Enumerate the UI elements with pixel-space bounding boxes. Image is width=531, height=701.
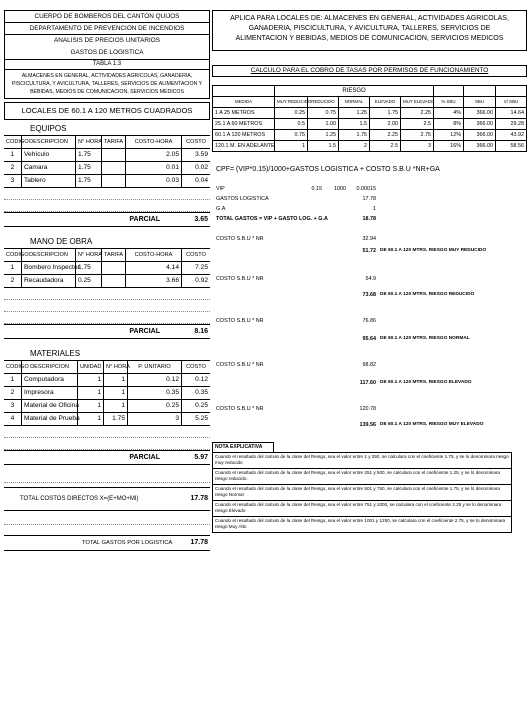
cell-descripcion: Recaudadora (22, 275, 76, 287)
cell-unitario: 0.12 (128, 374, 182, 386)
col-tarifa: TARIFA (102, 249, 126, 261)
right-panel (212, 10, 527, 533)
col-costo: COSTO (186, 139, 206, 145)
cell-muy-reducido: 0.5 (275, 119, 308, 129)
table-label: TABLA 1.3 (4, 59, 210, 70)
cost-block (216, 360, 527, 404)
cell-costo-hora: 0.03 (126, 175, 182, 187)
ga-label: G.A (216, 206, 226, 212)
cell-pct-sbu: 16% (434, 141, 464, 151)
total-directos-label: TOTAL COSTOS DIRECTOS X=(E+MO+MI) (20, 496, 139, 502)
cost-desc: DE 60.1 A 120 MTRS. RIESGO MUY ELEVADO (380, 422, 484, 427)
logistics-title: GASTOS DE LOGISTICA (4, 46, 210, 59)
col-costo-hora: COSTO-HORA (126, 136, 182, 148)
cost-label: COSTO S.B.U * NR (216, 236, 264, 242)
col-codigo: CODIGO (4, 249, 22, 261)
cell-sbu: 366.00 (464, 130, 496, 140)
cell-muy-elevado: 2.5 (401, 119, 434, 129)
total-directos (4, 487, 210, 511)
cost-total: 51.72 (362, 248, 376, 254)
cell-hora: 1.75 (104, 413, 128, 425)
nota-item: Cuando el resultado del calculo de la clase del Riesgo, sea el valor entre 501 y 750, se calculara con el coeficiente 1.75, y se lo denominara riesgo Normal (212, 484, 512, 500)
cell-costo-hora: 0.01 (126, 162, 182, 174)
cell-hora: 1.75 (76, 149, 102, 161)
cell-reducido: 1.25 (308, 130, 339, 140)
cell-unitario: 3 (128, 413, 182, 425)
cell-unitario: 0.25 (128, 400, 182, 412)
table-row (4, 149, 210, 162)
col-codigo: CODIGO (4, 361, 22, 373)
cell-reducido: 0.75 (308, 108, 339, 118)
equipos-table (4, 135, 210, 212)
col-descripcion: DESCRIPCION (22, 361, 78, 373)
col-sbu: SBU (464, 97, 496, 107)
cell-pct-sbu: 12% (434, 130, 464, 140)
cell-descripcion: Computadora (22, 374, 78, 386)
cell-muy-elevado: 2.75 (401, 130, 434, 140)
cell-normal: 2 (339, 141, 370, 151)
table-row (213, 141, 526, 151)
cell-descripcion: Material de Oficina (22, 400, 78, 412)
parcial-label: PARCIAL (129, 454, 160, 461)
gastos-label: GASTOS LOGISTICA (216, 196, 269, 202)
cell-muy-elevado: 2.25 (401, 108, 434, 118)
cell-medida: 25.1 A 60 METROS (213, 119, 275, 129)
cell-reducido: 1.5 (308, 141, 339, 151)
vip-a: 0.15 (311, 186, 322, 192)
cell-descripcion: Material de Prueba (22, 413, 78, 425)
cell-sbu: 366.00 (464, 141, 496, 151)
cell-unidad: 1 (78, 400, 104, 412)
parcial-value: 3.65 (194, 216, 208, 223)
col-descripcion: DESCRIPCION (22, 249, 76, 261)
aplica-text: APLICA PARA LOCALES DE: ALMACENES EN GENERAL, ACTIVIDADES AGRICOLAS, GANADERIA, PISCICULTURA, Y AVICULTURA, TALLERES, SERVICIOS DE ALIMENTACION Y BEBIDAS, MEDIOS DE COMUNICACION, SERVICIOS MEDICOS (212, 10, 527, 51)
materiales-title: MATERIALES (30, 349, 81, 358)
department-title: DEPARTAMENTO DE PREVENCION DE INCENDIOS (4, 22, 210, 34)
col-muy-elevado: MUY ELEVADO (401, 97, 434, 107)
cost-value: 54.9 (365, 276, 376, 282)
mano-header-row (4, 249, 210, 262)
cost-value: 76.86 (362, 318, 376, 324)
cell-codigo: 4 (4, 413, 22, 425)
analysis-title: ANALISIS DE PRECIOS UNITARIOS (4, 34, 210, 46)
total-logistica-value: 17.78 (190, 539, 208, 546)
riesgo-header-row (213, 97, 526, 108)
table-row (4, 175, 210, 188)
cell-medida: 120.1 M. EN ADELANTE (215, 143, 275, 149)
cell-costo-hora: 2.05 (126, 149, 182, 161)
cell-tarifa (102, 149, 126, 161)
table-row (213, 130, 526, 141)
gastos-value: 17.78 (362, 196, 376, 202)
cell-hora: 0.25 (76, 275, 102, 287)
cell-reducido: 1.00 (308, 119, 339, 129)
calculo-title: CALCULO PARA EL COBRO DE TASAS POR PERMISOS DE FUNCIONAMIENTO (212, 65, 527, 77)
cell-hora: 1 (104, 374, 128, 386)
col-v-sbu: V/ SBU (503, 99, 519, 104)
cell-costo: 7.25 (195, 264, 208, 271)
col-costo: COSTO (186, 252, 206, 258)
col-costo-hora: COSTO-HORA (126, 249, 182, 261)
cell-hora: 1 (104, 400, 128, 412)
cell-descripcion: Impresora (22, 387, 78, 399)
col-reducido: REDUCIDO (308, 97, 339, 107)
col-costo: COSTO (186, 364, 206, 370)
cell-normal: 1.5 (339, 119, 370, 129)
col-tarifa: TARIFA (102, 136, 126, 148)
cost-total: 117.60 (359, 380, 376, 386)
parcial-label: PARCIAL (129, 216, 160, 223)
materiales-parcial (4, 450, 210, 465)
cost-desc: DE 60.1 A 120 MTRS. RIESGO NORMAL (380, 336, 470, 341)
cell-elevado: 2.25 (370, 130, 401, 140)
col-pct-sbu: % SBU (434, 97, 464, 107)
cell-codigo: 2 (4, 275, 22, 287)
vip-b: 1000 (334, 186, 346, 192)
cell-elevado: 2.5 (370, 141, 401, 151)
cell-costo: 0.04 (195, 177, 208, 184)
cell-normal: 1.75 (339, 130, 370, 140)
cell-descripcion: Camara (22, 162, 76, 174)
cell-unidad: 1 (78, 387, 104, 399)
cell-v-sbu: 58.56 (510, 143, 524, 149)
cell-muy-reducido: 0.75 (275, 130, 308, 140)
cell-codigo: 3 (4, 175, 22, 187)
table-row (4, 162, 210, 175)
table-row (4, 387, 210, 400)
col-elevado: ELEVADO (370, 97, 401, 107)
cell-v-sbu: 14.64 (510, 110, 524, 116)
cell-elevado: 2.00 (370, 119, 401, 129)
parcial-value: 5.97 (194, 454, 208, 461)
col-muy-reducido: MUY REDUCIDO (275, 97, 308, 107)
mano-obra-title: MANO DE OBRA (30, 237, 93, 246)
cost-block (216, 274, 527, 316)
cell-elevado: 1.75 (370, 108, 401, 118)
cell-tarifa (102, 275, 126, 287)
cell-hora: 1.75 (76, 175, 102, 187)
col-hora: N° HORA (76, 136, 102, 148)
cell-codigo: 2 (4, 162, 22, 174)
cost-block (216, 234, 527, 274)
equipos-title: EQUIPOS (30, 124, 67, 133)
cell-codigo: 2 (4, 387, 22, 399)
mano-obra-parcial (4, 324, 210, 339)
cell-costo: 5.25 (195, 415, 208, 422)
cost-total: 95.64 (362, 336, 376, 342)
col-codigo: CODIGO (4, 136, 22, 148)
table-row (4, 400, 210, 413)
col-unitario: P. UNITARIO (128, 361, 182, 373)
table-row (4, 262, 210, 275)
table-row (213, 108, 526, 119)
cell-tarifa (102, 262, 126, 274)
cell-hora: 1 (104, 387, 128, 399)
nota-explicativa (212, 442, 512, 533)
cell-v-sbu: 29.28 (510, 121, 524, 127)
col-hora: N° HORA (104, 361, 128, 373)
cost-value: 98.82 (362, 362, 376, 368)
total-logistica-label: TOTAL GASTOS POR LOGISTICA (82, 540, 173, 546)
table-row (4, 374, 210, 387)
org-title: CUERPO DE BOMBEROS DEL CANTON QUIJOS (4, 10, 210, 22)
cell-codigo: 3 (4, 400, 22, 412)
nota-item: Cuando el resultado del calculo de la clase del Riesgo, sea el valor entre 251 y 500, se calculara con el coeficiente 1.25, y se lo denominara riesgo reducido. (212, 468, 512, 484)
cost-blocks (212, 234, 527, 442)
cost-label: COSTO S.B.U * NR (216, 362, 264, 368)
materiales-table (4, 360, 210, 450)
left-panel (4, 10, 210, 551)
cell-tarifa (102, 175, 126, 187)
cell-hora: 1.75 (76, 162, 102, 174)
nota-item: Cuando el resultado del calculo de la clase del Riesgo, sea el valor entre 1001 y 1250, se calculara con el coeficiente 2.75, y se lo denominara riesgo Muy Alto (212, 516, 512, 533)
cell-codigo: 1 (4, 374, 22, 386)
table-row (4, 413, 210, 426)
col-normal: NORMAL (339, 97, 370, 107)
equipos-header-row (4, 136, 210, 149)
cell-unidad: 1 (78, 413, 104, 425)
cost-total: 139.56 (359, 422, 376, 428)
cell-costo: 0.92 (195, 277, 208, 284)
cell-costo-hora: 3.66 (126, 275, 182, 287)
mano-obra-table (4, 248, 210, 324)
riesgo-table (212, 85, 527, 152)
cell-pct-sbu: 8% (434, 119, 464, 129)
cell-medida: 1 A 25 METROS (213, 108, 275, 118)
col-unidad: UNIDAD (78, 361, 104, 373)
cost-label: COSTO S.B.U * NR (216, 276, 264, 282)
nota-title: NOTA EXPLICATIVA (212, 442, 274, 452)
parcial-label: PARCIAL (129, 328, 160, 335)
total-logistica (4, 535, 210, 551)
vip-label: VIP (216, 186, 225, 192)
nota-item: Cuando el resultado del calculo de la clase del Riesgo, sea el valor entre 751 y 1000, se calculara con el coeficiente 2.25 y se lo denominara riesgo Elevado (212, 500, 512, 516)
cell-costo: 3.59 (195, 151, 208, 158)
cell-medida: 60.1 A 120 METROS (213, 130, 275, 140)
cell-costo-hora: 4.14 (126, 262, 182, 274)
cost-label: COSTO S.B.U * NR (216, 406, 264, 412)
cell-descripcion: Bombero Inspector (22, 262, 76, 274)
col-descripcion: DESCRIPCION (22, 136, 76, 148)
table-row (213, 119, 526, 130)
cost-block (216, 404, 527, 442)
parcial-value: 8.16 (194, 328, 208, 335)
nota-item: Cuando el resultado del calculo de la clase del Riesgo, sea el valor entre 1 y 250, se calculara con el coeficiente 1.75, y se lo denominara riesgo muy reducido (212, 452, 512, 468)
materiales-header-row (4, 361, 210, 374)
total-gastos-label: TOTAL GASTOS = VIP + GASTO LOG. + G.A (216, 216, 328, 222)
cell-codigo: 1 (4, 149, 22, 161)
cpf-formula: CPF= (VIP*0.15)/1000+GASTOS LOGISTICA + COSTO S.B.U *NR+GA (216, 166, 440, 173)
cell-sbu: 366.00 (464, 119, 496, 129)
cell-v-sbu: 43.92 (510, 132, 524, 138)
ga-value: 1 (373, 206, 376, 212)
cell-descripcion: Vehículo (22, 149, 76, 161)
cell-muy-reducido: 1 (275, 141, 308, 151)
table-row (4, 275, 210, 288)
cost-value: 120.78 (359, 406, 376, 412)
cell-muy-elevado: 3 (401, 141, 434, 151)
cost-desc: DE 60.1 A 120 MTRS. RIESGO MUY REDUCIDO (380, 248, 487, 253)
cell-tarifa (102, 162, 126, 174)
total-gastos-value: 18.78 (362, 216, 376, 222)
cell-unitario: 0.35 (128, 387, 182, 399)
cell-descripcion: Tablero (22, 175, 76, 187)
cell-sbu: 366.00 (464, 108, 496, 118)
cost-total: 73.68 (362, 292, 376, 298)
cost-desc: DE 60.1 A 120 MTRS. RIESGO REDUCIDO (380, 292, 475, 297)
cost-desc: DE 60.1 A 120 MTRS. RIESGO ELEVADO (380, 380, 472, 385)
cell-costo: 0.25 (195, 402, 208, 409)
vip-c: 0.00015 (356, 186, 376, 192)
cost-label: COSTO S.B.U * NR (216, 318, 264, 324)
cell-costo: 0.35 (195, 389, 208, 396)
equipos-parcial (4, 212, 210, 227)
cell-hora: 1.75 (76, 262, 102, 274)
calc-block (212, 184, 527, 224)
riesgo-label: RIESGO (275, 86, 434, 96)
col-medida: MEDIDA (213, 97, 275, 107)
cost-value: 32.94 (362, 236, 376, 242)
cell-codigo: 1 (4, 262, 22, 274)
cell-normal: 1.25 (339, 108, 370, 118)
cell-pct-sbu: 4% (434, 108, 464, 118)
activity-description: ALMACENES EN GENERAL, ACTIVIDADES AGRICOLAS, GANADERIA, PISCICULTURA, Y AVICULTURA, TALLERES, SERVICIOS DE ALIMENTACION Y BEBIDAS, MEDIOS DE COMUNICACION, SERVICIOS MEDICOS (4, 70, 210, 99)
cell-costo: 0.12 (195, 376, 208, 383)
cost-block (216, 316, 527, 360)
total-directos-value: 17.78 (190, 495, 208, 502)
cell-muy-reducido: 0.25 (275, 108, 308, 118)
cell-unidad: 1 (78, 374, 104, 386)
col-hora: N° HORA (76, 249, 102, 261)
locales-title: LOCALES DE 60.1 A 120 METROS CUADRADOS (4, 102, 210, 120)
cell-costo: 0.02 (195, 164, 208, 171)
